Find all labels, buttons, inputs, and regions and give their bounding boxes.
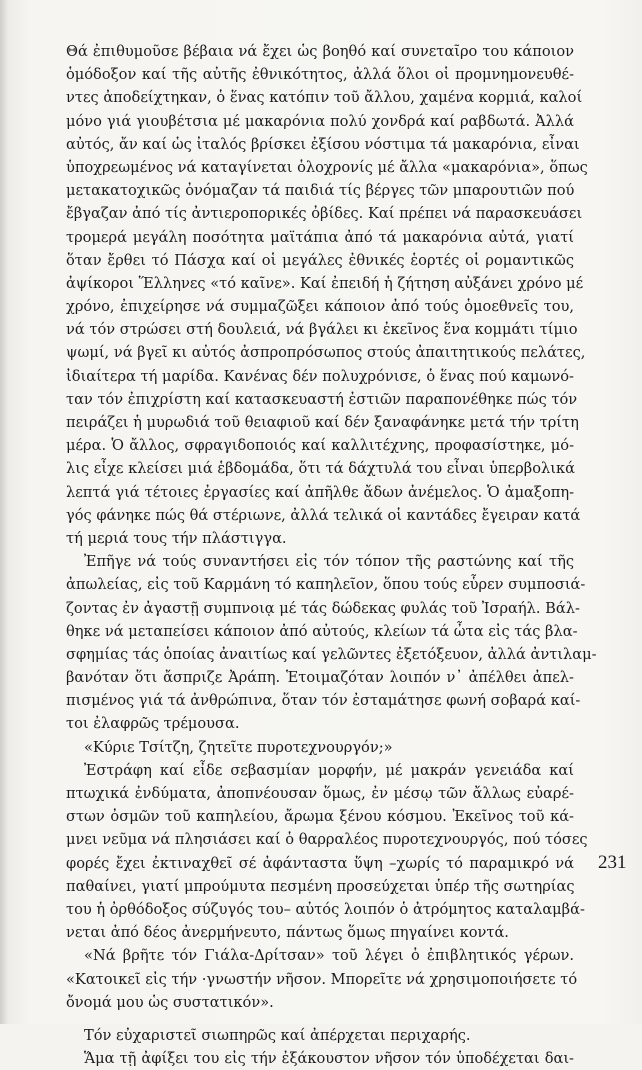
text-line: «Κατοικεῖ εἰς τήν ·γνωστήν νῆσον. Μπορεῖτε νά χρησιμοποιήσετε τό [66,970,578,988]
paragraph-3 [66,736,574,759]
text-line: πτωχικά ἐνδύματα, ἀποπνέουσαν ὅμως, ἐν μέσῳ τῶν ἄλλως εὐαρέ- [66,785,574,802]
text-line: μέρα. Ὁ ἄλλος, σφραγιδοποιός καί καλλιτέχνης, προφασίστηκε, μό- [66,437,574,455]
text-line: νά τόν στρώσει στή δουλειά, νά βγάλει κι ἐκεῖνος ἕνα κομμάτι τίμιο [66,321,578,339]
text-line: ζοντας ἐν ἀγαστῇ συμπνοιᾳ μέ τάς δώδεκας φυλάς τοῦ Ἰσραήλ. Βάλ- [66,599,580,617]
text-line: «Νά βρῆτε τόν Γιάλα-Δρίτσαν» τοῦ λέγει ὁ ἐπιβλητικός γέρων. [84,947,574,965]
text-line: Ἅμα τῇ ἀφίξει του εἰς τήν ἐξάκουστον νῆσον τόν ὑποδέχεται δαι- [84,1050,574,1068]
page-spine-shadow [0,0,8,1024]
text-line: στων ὀσμῶν τοῦ καπηλείου, ἄρωμα ξένου κόσμου. Ἐκεῖνος τοῦ κά- [66,808,574,826]
text-line: μετακατοχικῶς ὀνόμαζαν τά παιδιά τίς βέργες τῶν μπαρουτιῶν πού [66,182,575,200]
page-number: 231 [598,852,627,873]
text-line: αὐτός, ἄν καί ὡς ἰταλός βρίσκει ἐξίσου νόστιμα τά μακαρόνια, εἶναι [66,135,580,153]
text-line: τή μεριά τους τήν πλάστιγγα. [66,529,287,547]
text-line: ἀπωλείας, εἰς τοῦ Καρμάνη τό καπηλεῖον, ὅπου τούς εὗρεν συμποσιά- [66,576,586,594]
text-line: ὑποχρεωμένος νά καταγίνεται ὁλοχρονίς μέ ἄλλα «μακαρόνια», ὅπως [66,158,588,176]
text-line: παθαίνει, γιατί μπρούμυτα πεσμένη προσεύχεται ὑπέρ τῆς σωτηρίας [66,877,575,895]
paragraph-6 [66,1024,574,1047]
text-line: ψωμί, νά βγεῖ κι αὐτός ἀσπροπρόσωπος στούς ἀπαιτητικούς πελάτες, [66,344,586,362]
paragraph-gap [66,1014,574,1024]
text-line: «Κύριε Τσίτζη, ζητεῖτε πυροτεχνουργόν;» [84,738,393,756]
paragraph-7 [66,1047,574,1070]
text-line: νεται ἀπό δέος ἀνερμήνευτο, πάντως ὅμως πηγαίνει κοντά. [66,924,509,942]
text-line: ντες ἀποδείχτηκαν, ὁ ἕνας κατόπιν τοῦ ἄλλου, χαμένα κορμιά, καλοί [66,89,583,107]
text-line: ἀψίκοροι Ἕλληνες «τό καῖνε». Καί ἐπειδή ἡ ζήτηση αὐξάνει χρόνο μέ [66,274,584,292]
text-line: τοι ἐλαφρῶς τρέμουσα. [66,715,240,733]
text-line: μόνο γιά γιουβέτσια μέ μακαρόνια πολύ χονδρά καί ραβδωτά. Ἀλλά [66,112,574,130]
text-line: πειράζει ἡ μυρωδιά τοῦ θειαφιοῦ καί δέν ξαναφάνηκε μετά τήν τρίτη [66,414,579,431]
paragraph-1 [66,40,588,550]
text-line: ὁμόδοξον καί τῆς αὐτῆς ἐθνικότητος, ἀλλά ὅλοι οἱ προμνημονευθέ- [66,66,574,84]
text-line: ταν τόν ἐπιχρίστη καί κατασκευαστή ἐστιῶν παραπονέθηκε πώς τόν [66,390,578,408]
text-line: σφημίας τάς ὁποίας ἀναιτίως καί γελῶντες ἐξετόξευον, ἀλλά ἀντιλαμ- [66,645,597,663]
text-line: χρόνο, ἐπιχείρησε νά συμμαζῶξει κάποιον ἀπό τούς ὁμοεθνεῖς του, [66,298,574,316]
text-line: φορές ἔχει ἐκτιναχθεῖ σέ ἀφάνταστα ὕψη –χωρίς τό παραμικρό νά [66,854,574,872]
text-line: τρομερά μεγάλη ποσότητα μαϊτάπια ἀπό τά μακαρόνια αὐτά, γιατί [66,228,574,246]
paragraph-5 [66,944,578,1014]
text-line: λεπτά γιά τέτοιες ἐργασίες καί ἀπῆλθε ἄδων ἀνέμελος. Ὁ ἀμαξοπη- [66,483,574,501]
text-line: μνει νεῦμα νά πλησιάσει καί ὁ θαρραλέος πυροτεχνουργός, πού τόσες [66,831,588,849]
text-line: γός φάνηκε πώς θά στέριωνε, ἀλλά τελικά οἱ καντάδες ἔγειραν κατά [66,506,581,524]
text-line: βανόταν ὅτι ἄσπριζε Ἀράπη. Ἑτοιμαζόταν λοιπόν ν᾿ ἀπέλθει ἀπελ- [66,669,574,687]
text-line: ἰδιαίτερα τή μαρίδα. Κανένας δέν πολυχρόνισε, ὁ ἕνας πού καμωνό- [66,367,574,385]
text-line: του ἡ ὀρθόδοξος σύζυγός του– αὐτός λοιπόν ὁ ἀτρόμητος καταλαμβά- [66,900,585,918]
paragraph-2 [66,550,597,736]
text-line: Ἐπῆγε νά τούς συναντήσει εἰς τόν τόπον τῆς ραστώνης καί τῆς [84,553,574,571]
body-text [66,40,597,1070]
text-line: ὅταν ἔρθει τό Πάσχα καί οἱ μεγάλες ἐθνικές ἑορτές οἱ ρομαντικῶς [66,251,574,269]
paragraph-4 [66,759,588,945]
text-line: ὄνομά μου ὡς συστατικόν». [66,993,274,1011]
text-line: Ἐστράφη καί εἶδε σεβασμίαν μορφήν, μέ μακράν γενειάδα καί [84,761,574,779]
text-line: Θά ἐπιθυμοῦσε βέβαια νά ἔχει ὡς βοηθό καί συνεταῖρο του κάποιον [66,43,574,60]
text-line: λις εἶχε κλείσει μιά ἑβδομάδα, ὅτι τά δάχτυλά του εἶναι ὑπερβολικά [66,460,575,478]
text-line: πισμένος γιά τά ἀνθρώπινα, ὅταν τόν ἐσταμάτησε φωνή σοβαρά καί- [66,692,581,710]
text-line: θηκε νά μεταπείσει κάποιον ἀπό αὐτούς, κλείων τά ὦτα εἰς τάς βλα- [66,622,578,640]
text-line: Τόν εὐχαριστεῖ σιωπηρῶς καί ἀπέρχεται περιχαρής. [84,1026,471,1044]
text-line: ἔβγαζαν ἀπό τίς ἀντιεροπορικές ὀβίδες. Καί πρέπει νά παρασκευάσει [66,205,583,223]
